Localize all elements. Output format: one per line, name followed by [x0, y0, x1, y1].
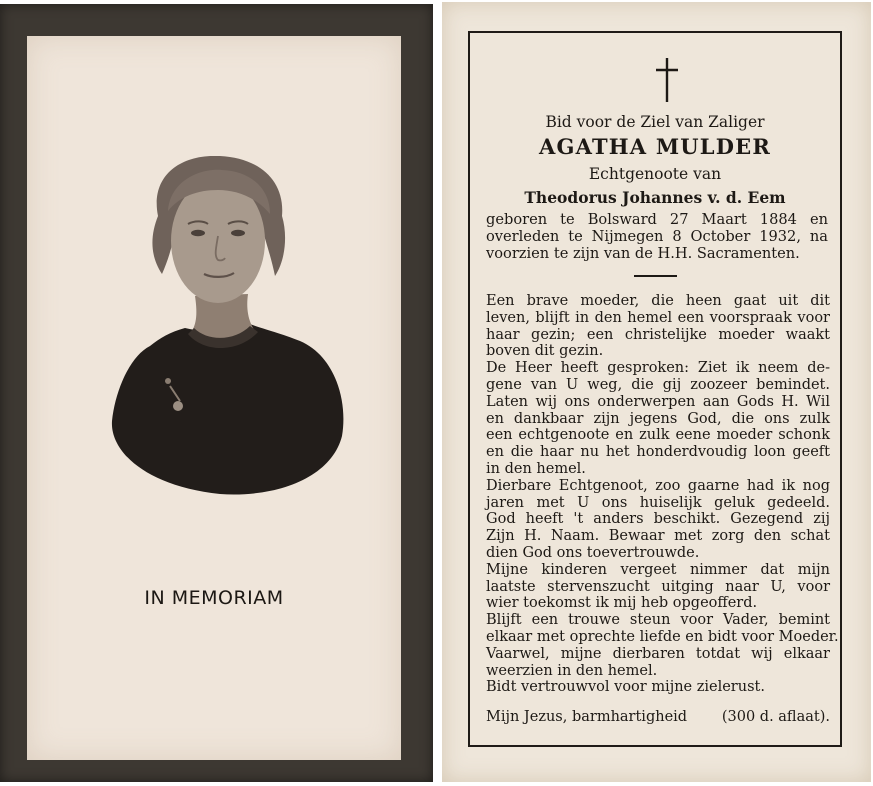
prayer-heading: Bid voor de Ziel van Zaliger [545, 113, 765, 131]
memorial-line: Blijft een trouwe steun voor Vader, bemint [486, 612, 830, 629]
memorial-line: elkaar met oprechte liefde en bidt voor Moeder. [486, 628, 839, 645]
memorial-line: en dankbaar zijn jegens God, die ons zulk [486, 410, 830, 427]
memorial-line: Laten wij ons onderwerpen aan Gods H. Wil [486, 393, 830, 410]
left-card [0, 4, 433, 782]
memorial-line: jaren met U ons huiselijk geluk gedeeld. [486, 494, 830, 511]
closing-prayer-text: Mijn Jezus, barmhartigheid [486, 709, 688, 725]
memorial-line: Een brave moeder, die heen gaat uit dit [486, 293, 830, 309]
memorial-line: en die haar nu het honderdvoudig loon geeft [486, 444, 830, 461]
dates-line: voorzien te zijn van de H.H. Sacramenten. [486, 245, 800, 262]
memorial-line: leven, blijft in den hemel een voorspraak voor [486, 309, 830, 326]
memorial-paragraph [486, 646, 830, 680]
memorial-paragraph [486, 360, 830, 478]
right-card [442, 2, 871, 782]
memorial-line: Vaarwel, mijne dierbaren totdat wij elkaar [486, 645, 830, 662]
memorial-paragraph [486, 679, 830, 696]
memorial-paragraph [486, 478, 830, 562]
memorial-line: God heeft 't anders beschikt. Gezegend zij [486, 511, 830, 528]
memorial-line: dien God ons toevertrouwde. [486, 544, 700, 561]
memorial-line: Mijne kinderen vergeet nimmer dat mijn [486, 561, 830, 578]
indulgence-text: (300 d. aflaat). [721, 709, 830, 725]
memorial-paragraph [486, 293, 830, 360]
in-memoriam-caption: IN MEMORIAM [144, 587, 284, 609]
memorial-paragraph [486, 562, 830, 612]
memorial-text [486, 293, 839, 696]
dates-line: geboren te Bolsward 27 Maart 1884 en [486, 211, 828, 228]
dates-line: overleden te Nijmegen 8 October 1932, na [486, 228, 828, 245]
closing-prayer [486, 709, 830, 725]
memorial-line: haar gezin; een christelijke moeder waakt [486, 326, 830, 343]
memorial-line: Dierbare Echtgenoot, zoo gaarne had ik nog [486, 477, 830, 494]
memorial-paragraph [486, 612, 839, 646]
memorial-line: een echtgenoote en zulk eene moeder schonk [486, 427, 830, 444]
deceased-name: AGATHA MULDER [538, 134, 772, 159]
left-card-paper [27, 36, 401, 760]
divider [634, 275, 677, 277]
memorial-line: laatste stervenszucht uitging naar U, voor [486, 578, 830, 595]
memorial-line: De Heer heeft gesproken: Ziet ik neem de- [486, 360, 830, 377]
memorial-line: Bidt vertrouwvol voor mijne zielerust. [486, 679, 765, 696]
cross-icon [654, 57, 680, 103]
memorial-line: Zijn H. Naam. Bewaar met zorg den schat [486, 528, 830, 545]
memorial-line: weerzien in den hemel. [486, 662, 658, 679]
memorial-line: boven dit gezin. [486, 343, 604, 360]
portrait-photo [110, 156, 344, 496]
memorial-line: wier toekomst ik mij heb opgeofferd. [486, 595, 758, 612]
spouse-name: Theodorus Johannes v. d. Eem [524, 188, 786, 207]
memorial-line: in den hemel. [486, 460, 586, 477]
relation-label: Echtgenoote van [588, 165, 722, 183]
birth-death-block [486, 211, 828, 262]
memorial-line: gene van U weg, die gij zoozeer bemindet. [486, 376, 830, 393]
